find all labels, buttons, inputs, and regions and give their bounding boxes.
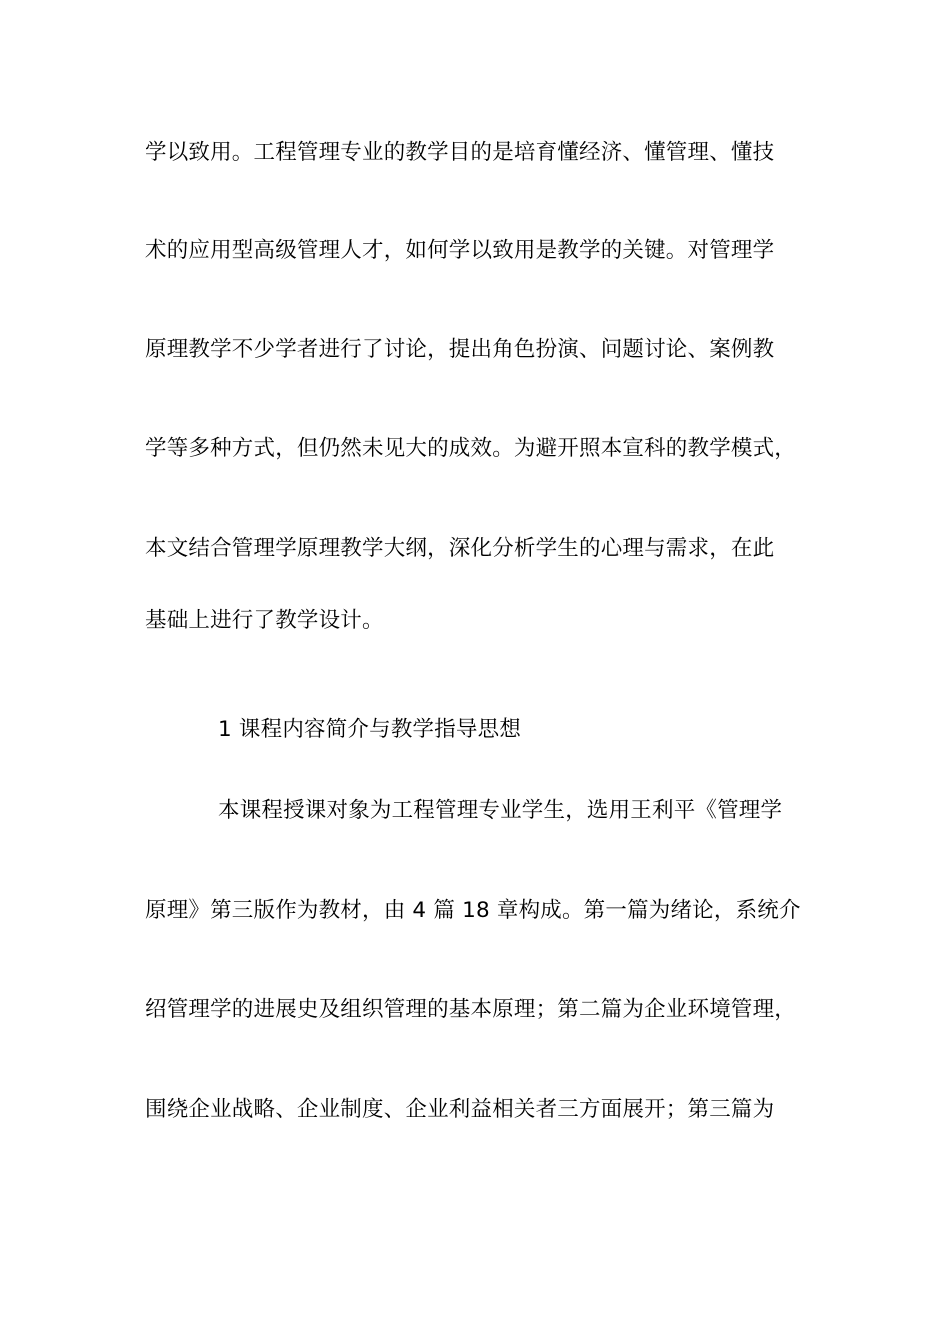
paragraph-line: 学以致用。工程管理专业的教学目的是培育懂经济、懂管理、懂技 [145,140,775,165]
paragraph-line: 围绕企业战略、企业制度、企业利益相关者三方面展开；第三篇为 [145,1097,775,1122]
section-heading: 1 课程内容简介与教学指导思想 [218,717,522,742]
paragraph-line: 基础上进行了教学设计。 [145,608,384,633]
paragraph-line: 术的应用型高级管理人才，如何学以致用是教学的关键。对管理学 [145,238,775,263]
paragraph-line: 本课程授课对象为工程管理专业学生，选用王利平《管理学 [218,798,783,823]
paragraph-line: 本文结合管理学原理教学大纲，深化分析学生的心理与需求，在此 [145,536,775,561]
paragraph-line: 原理教学不少学者进行了讨论，提出角色扮演、问题讨论、案例教 [145,337,775,362]
paragraph-line: 原理》第三版作为教材，由 4 篇 18 章构成。第一篇为绪论，系统介 [145,898,801,923]
paragraph-line: 绍管理学的进展史及组织管理的基本原理；第二篇为企业环境管理， [145,997,797,1022]
paragraph-line: 学等多种方式，但仍然未见大的成效。为避开照本宣科的教学模式， [145,436,797,461]
